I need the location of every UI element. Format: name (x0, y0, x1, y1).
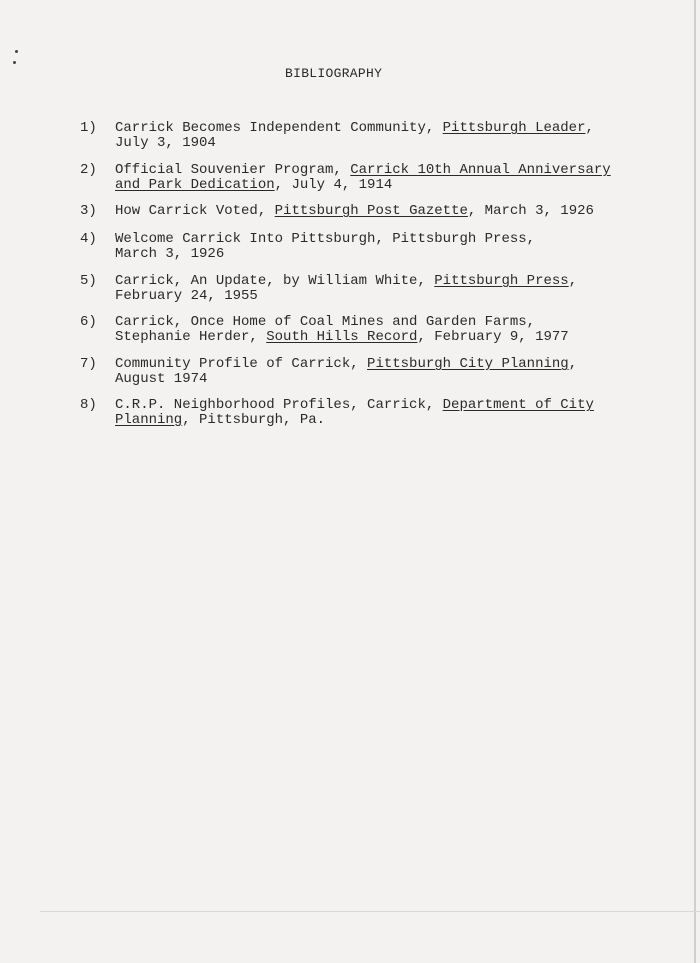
entry-line (115, 330, 569, 345)
entry-number: 8) (80, 397, 97, 413)
source-title: South Hills Record (266, 328, 418, 345)
entry-line (115, 357, 577, 372)
source-title: Carrick 10th Annual Anniversary (350, 162, 611, 178)
page-title: BIBLIOGRAPHY (285, 66, 383, 81)
entry-text (115, 315, 569, 344)
entry-text (115, 232, 535, 261)
entry-number: 5) (80, 273, 97, 289)
source-title: and Park Dedication (115, 176, 275, 193)
entry-segment: Stephanie Herder, (115, 328, 267, 345)
entry-segment: , (568, 273, 578, 289)
entry-text (115, 398, 594, 427)
source-title: Pittsburgh Leader (442, 120, 586, 136)
entry-segment: , (568, 356, 578, 372)
entry-number: 7) (80, 356, 97, 372)
entry-number: 3) (80, 203, 97, 219)
source-title: Department of City (442, 397, 594, 413)
entry-segment: February 24, 1955 (115, 287, 258, 304)
entry-number: 6) (80, 314, 97, 330)
entry-line (115, 178, 611, 193)
entry-line (115, 247, 535, 262)
entry-segment: , February 9, 1977 (417, 328, 569, 345)
entry-segment: Carrick Becomes Independent Community, (115, 120, 443, 136)
entry-text (115, 357, 577, 386)
entry-segment: Carrick, Once Home of Coal Mines and Garden Farms, (115, 314, 536, 330)
entry-number: 4) (80, 231, 97, 247)
entry-text (115, 274, 577, 303)
entry-text (115, 204, 594, 219)
entry-segment: March 3, 1926 (115, 245, 225, 262)
entry-segment: , (585, 120, 594, 136)
scan-speck (15, 50, 18, 53)
entry-segment: Carrick, An Update, by William White, (115, 273, 435, 289)
entry-line (115, 413, 594, 428)
entry-segment: C.R.P. Neighborhood Profiles, Carrick, (115, 397, 443, 413)
scan-speck (13, 61, 16, 64)
entry-segment: August 1974 (115, 370, 208, 387)
entry-segment: Official Souvenier Program, (115, 162, 351, 178)
page-edge-right (694, 0, 696, 963)
entry-text (115, 121, 594, 150)
entry-segment: Community Profile of Carrick, (115, 356, 368, 372)
entry-segment: How Carrick Voted, (115, 203, 275, 219)
entry-line (115, 136, 594, 151)
entry-number: 2) (80, 162, 97, 178)
entry-segment: July 3, 1904 (115, 134, 216, 151)
entry-line (115, 204, 594, 219)
entry-segment: , July 4, 1914 (274, 176, 393, 193)
entry-line (115, 398, 594, 413)
entry-segment: , Pittsburgh, Pa. (182, 411, 326, 428)
entry-segment: Welcome Carrick Into Pittsburgh, Pittsburgh Press, (115, 231, 536, 247)
source-title: Pittsburgh Post Gazette (274, 203, 468, 219)
entry-text (115, 163, 611, 192)
source-title: Planning (115, 411, 183, 428)
entry-line (115, 121, 594, 136)
entry-line (115, 274, 577, 289)
entry-number: 1) (80, 120, 97, 136)
source-title: Pittsburgh City Planning (367, 356, 569, 372)
entry-line (115, 372, 577, 387)
entry-line (115, 163, 611, 178)
entry-line (115, 232, 535, 247)
entry-line (115, 315, 569, 330)
page-edge-bottom (40, 911, 700, 912)
entry-segment: , March 3, 1926 (467, 203, 594, 219)
entry-line (115, 289, 577, 304)
source-title: Pittsburgh Press (434, 273, 569, 289)
